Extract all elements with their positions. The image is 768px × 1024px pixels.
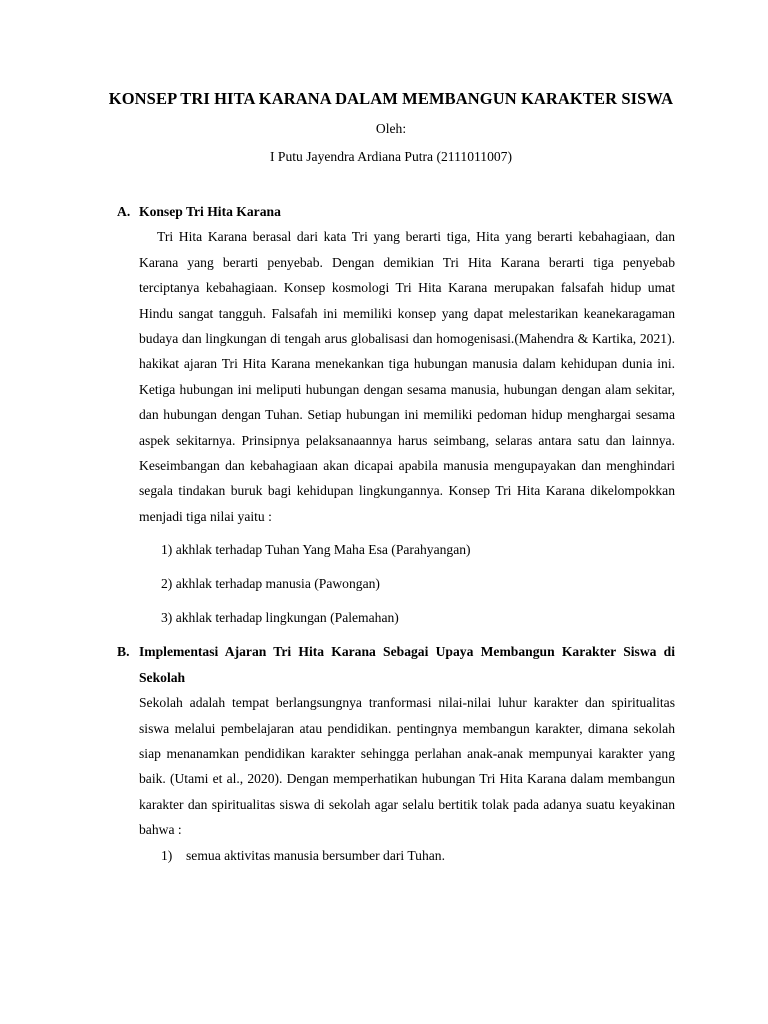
- section-b-letter: B.: [117, 644, 130, 660]
- document-title: KONSEP TRI HITA KARANA DALAM MEMBANGUN KARAKTER SISWA: [108, 89, 674, 108]
- section-a-title: Konsep Tri Hita Karana: [139, 204, 281, 219]
- section-b-heading: [117, 639, 675, 690]
- section-b-title: Implementasi Ajaran Tri Hita Karana Sebagai Upaya Membangun Karakter Siswa di Sekolah: [139, 644, 675, 685]
- section-a-paragraph: Tri Hita Karana berasal dari kata Tri yang berarti tiga, Hita yang berarti kebahagiaan, dan Karana yang berarti penyebab. Dengan demikian Tri Hita Karana berarti tiga penyebab terciptanya kebahagiaan. Konsep kosmologi Tri Hita Karana merupakan falsafah hidup umat Hindu sangat tangguh. Falsafah ini memiliki konsep yang dapat melestarikan keanekaragaman budaya dan lingkungan di tengah arus globalisasi dan homogenisasi.(Mahendra & Kartika, 2021). hakikat ajaran Tri Hita Karana menekankan tiga hubungan manusia dalam kehidupan dunia ini. Ketiga hubungan ini meliputi hubungan dengan sesama manusia, hubungan dengan alam sekitar, dan hubungan dengan Tuhan. Setiap hubungan ini memiliki pedoman hidup menghargai sesama aspek sekitarnya. Prinsipnya pelaksanaannya harus seimbang, selaras antara satu dan lainnya. Keseimbangan dan kebahagiaan akan dicapai apabila manusia mengupayakan dan menghindari segala tindakan buruk bagi kehidupan lingkungannya. Konsep Tri Hita Karana dikelompokkan menjadi tiga nilai yaitu :: [139, 229, 675, 524]
- list-item: [161, 843, 675, 868]
- list-item: 2) akhlak terhadap manusia (Pawongan): [161, 576, 380, 592]
- list-item: 3) akhlak terhadap lingkungan (Palemahan): [161, 610, 399, 626]
- author-line: I Putu Jayendra Ardiana Putra (2111011007): [270, 149, 512, 164]
- list-item: 1) akhlak terhadap Tuhan Yang Maha Esa (Parahyangan): [161, 542, 471, 558]
- section-a-letter: A.: [117, 204, 131, 219]
- list-marker: 1): [161, 847, 173, 863]
- list-item-text: semua aktivitas manusia bersumber dari Tuhan.: [186, 847, 445, 863]
- byline: Oleh:: [375, 121, 407, 136]
- section-a-heading: [117, 199, 675, 224]
- section-a-list: [161, 541, 675, 627]
- section-b-paragraph: Sekolah adalah tempat berlangsungnya tranformasi nilai-nilai luhur karakter dan spiritualitas siswa melalui pembelajaran atau pendidikan. pentingnya membangun karakter, dimana sekolah siap menanamkan pendidikan karakter sehingga perlahan anak-anak mempunyai karakter yang baik. (Utami et al., 2020). Dengan memperhatikan hubungan Tri Hita Karana dalam membangun karakter dan spiritualitas siswa di sekolah agar selalu bertitik tolak pada adanya suatu keyakinan bahwa :: [139, 695, 675, 838]
- section-b-list: [161, 843, 675, 868]
